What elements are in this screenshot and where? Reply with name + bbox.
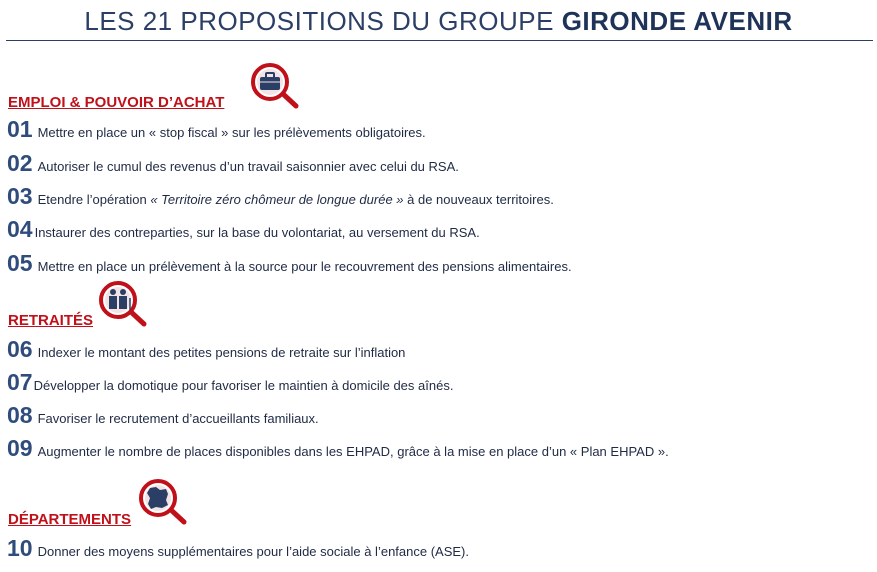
section-heading-departements: DÉPARTEMENTS [8, 511, 132, 528]
list-item [7, 336, 405, 363]
list-item [7, 183, 554, 210]
list-item [7, 435, 669, 462]
proposal-italic: « Territoire zéro chômeur de longue durée » [150, 192, 404, 207]
elderly-couple-magnifier-icon [96, 280, 148, 328]
section-heading-retraites: RETRAITÉS [8, 312, 94, 329]
list-item [7, 216, 480, 243]
title-prefix: LES 21 PROPOSITIONS DU GROUPE [84, 6, 562, 36]
department-map-magnifier-icon [136, 478, 188, 526]
proposal-number: 10 [7, 535, 33, 561]
proposal-text: Etendre l’opération « Territoire zéro chômeur de longue durée » à de nouveaux territoires. [37, 192, 554, 207]
list-item [7, 150, 459, 177]
proposal-text: Développer la domotique pour favoriser le maintien à domicile des aînés. [33, 378, 454, 393]
proposal-text: Indexer le montant des petites pensions de retraite sur l’inflation [37, 345, 406, 360]
proposal-text: Favoriser le recrutement d’accueillants familiaux. [37, 411, 319, 426]
proposal-text: Mettre en place un prélèvement à la source pour le recouvrement des pensions alimentaires. [37, 259, 572, 274]
page-title [0, 6, 877, 37]
proposal-number: 03 [7, 183, 33, 209]
proposal-number: 07 [7, 369, 33, 395]
title-divider [6, 40, 873, 41]
title-bold: GIRONDE AVENIR [561, 6, 793, 36]
list-item [7, 369, 453, 396]
proposal-text: Instaurer des contreparties, sur la base du volontariat, au versement du RSA. [34, 225, 480, 240]
proposal-number: 09 [7, 435, 33, 461]
list-item [7, 250, 572, 277]
briefcase-magnifier-icon [248, 62, 300, 110]
proposal-text: Autoriser le cumul des revenus d’un travail saisonnier avec celui du RSA. [37, 159, 459, 174]
list-item [7, 535, 469, 562]
proposal-number: 05 [7, 250, 33, 276]
proposal-number: 01 [7, 116, 33, 142]
proposal-number: 08 [7, 402, 33, 428]
proposal-number: 06 [7, 336, 33, 362]
list-item [7, 116, 426, 143]
section-heading-emploi: EMPLOI & POUVOIR D’ACHAT [8, 94, 225, 111]
list-item [7, 402, 319, 429]
proposal-text: Augmenter le nombre de places disponibles dans les EHPAD, grâce à la mise en place d’un « Plan EHPAD ». [37, 444, 669, 459]
proposal-text: Mettre en place un « stop fiscal » sur les prélèvements obligatoires. [37, 125, 426, 140]
proposal-number: 02 [7, 150, 33, 176]
proposal-text: Donner des moyens supplémentaires pour l’aide sociale à l’enfance (ASE). [37, 544, 469, 559]
proposal-number: 04 [7, 216, 33, 242]
